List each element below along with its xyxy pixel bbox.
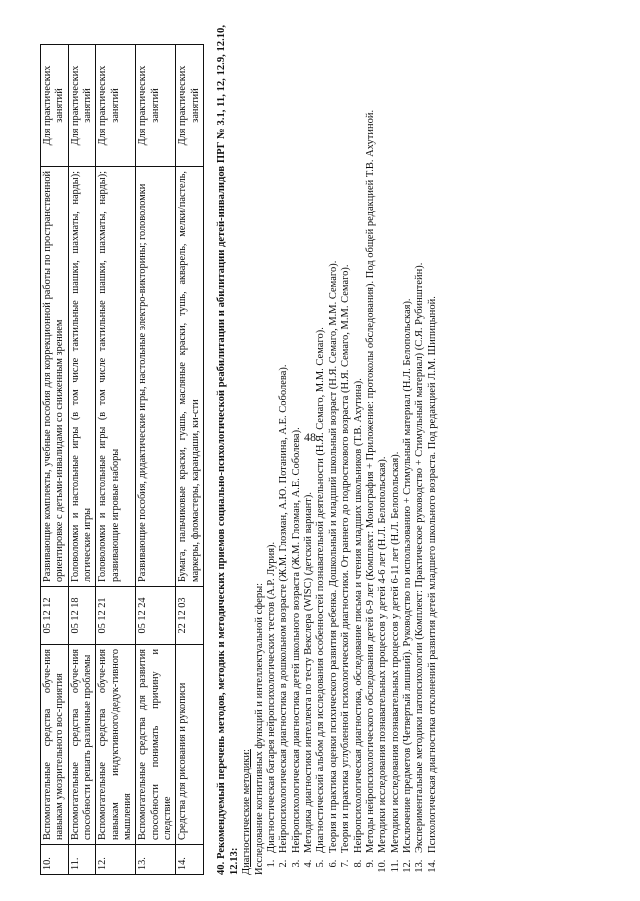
page-number: 48 <box>304 430 316 444</box>
aids-table <box>40 44 204 875</box>
list-item: 4. Методика диагностики интеллекта по тесту Векслера (WISC) (детский вариант). <box>303 25 315 857</box>
aid-name: Вспомогательные средства обуче-ния способности решать различные проблемы <box>68 645 96 845</box>
aid-name: Вспомогательные средства обуче-ния навыкам умозрительного вос-приятия <box>41 645 69 845</box>
row-number: 13. <box>136 845 176 875</box>
aid-note: Для практических занятий <box>176 45 204 167</box>
list-item: 12. Исключение предметов (Четвертый лишний). Руководство по использованию + Стимульный материал (Н.Л. Белопольская). <box>402 25 414 857</box>
list-item: 11. Методики исследования познавательных процессов у детей 6-11 лет (Н.Л. Белопольская). <box>390 25 402 857</box>
list-item: 9. Методы нейропсихологического обследования детей 6-9 лет (Комплект: Монография + Приложение: протоколы обследования). Под общей редакцией Т.В. Ахутиной. <box>365 25 377 857</box>
aid-note: Для практических занятий <box>96 45 136 167</box>
aid-code: 05 12 12 <box>41 587 69 645</box>
list-item: 5. Диагностический альбом для исследования особенностей познавательной деятельности (Н.Я. Семаго, М.М. Семаго). <box>315 25 327 857</box>
row-number: 14. <box>176 845 204 875</box>
section-heading: 40. Рекомендуемый перечень методов, методик и методических приемов социально-психологической реабилитации и абилитации детей-инвалидов ПРГ № 3.1, 11, 12, 12.9, 12.10, 12.13: <box>216 25 240 875</box>
row-number: 12. <box>96 845 136 875</box>
list-item: 6. Теория и практика оценки психического развития ребенка. Дошкольный и младший школьный возраст (Н.Я. Семаго, М.М. Семаго). <box>328 25 340 857</box>
section-intro: Исследование когнитивных функций и интеллектуальной сферы: <box>253 582 265 875</box>
aid-description: Развивающие пособия, дидактические игры, настольные электро-викторины; головоломки <box>136 167 176 587</box>
table-row <box>136 45 176 875</box>
list-item: 13. Экспериментальные методики патопсихологии (Комплект: Практическое руководство + Стимульный материал) (С.Я. Рубинштейн). <box>414 25 426 857</box>
aid-description: Бумага, пальчиковые краски, гуашь, масляные краски, тушь, акварель, мелки/пастель, маркеры, фломастеры, карандаши, ки-сти <box>176 167 204 587</box>
list-item: 3. Нейропсихологическая диагностика детей школьного возраста (Ж.М. Глозман, А.Е. Соболева). <box>291 25 303 857</box>
aid-name: Средства для рисования и рукописи <box>176 645 204 845</box>
list-item: 1. Диагностическая батарея нейропсихологических тестов (А.Р. Лурия). <box>266 25 278 857</box>
aid-code: 05 12 18 <box>68 587 96 645</box>
table-row <box>41 45 69 875</box>
aid-description: Развивающие комплекты, учебные пособия для коррекционной работы по пространственной ориентировке с детьми-инвалидами со сниженным зрением <box>41 167 69 587</box>
aid-note: Для практических занятий <box>41 45 69 167</box>
aid-name: Вспомогательные средства обуче-ния навыкам индуктивного/дедук-тивного мышления <box>96 645 136 845</box>
aid-code: 22 12 03 <box>176 587 204 645</box>
table-row <box>176 45 204 875</box>
list-item: 14. Психологическая диагностика отклонений развития детей младшего школьного возраста. Под редакцией Л.М. Шипицыной. <box>427 25 439 857</box>
aid-note: Для практических занятий <box>136 45 176 167</box>
list-item: 7. Теория и практика углубленной психологической диагностики. От раннего до подросткового возраста (Н.Я. Семаго, М.М. Семаго). <box>340 25 352 857</box>
list-item: 2. Нейропсихологическая диагностика в дошкольном возрасте (Ж.М. Глозман, А.Ю. Потанина, А.Е. Соболева). <box>278 25 290 857</box>
list-item: 8. Нейропсихологическая диагностика, обследование письма и чтения младших школьников (Т.В. Ахутина). <box>353 25 365 857</box>
aid-code: 05 12 24 <box>136 587 176 645</box>
aid-description: Головоломки и настольные игры (в том числе тактильные шашки, шахматы, нарды); логические игры <box>68 167 96 587</box>
aid-code: 05 12 21 <box>96 587 136 645</box>
aid-description: Головоломки и настольные игры (в том числе тактильные шашки, шахматы, нарды); развивающие игровые наборы <box>96 167 136 587</box>
row-number: 10. <box>41 845 69 875</box>
table-row <box>68 45 96 875</box>
sub-heading: Диагностические методики: <box>241 749 253 875</box>
aid-note: Для практических занятий <box>68 45 96 167</box>
aid-name: Вспомогательные средства для развития способности понимать причину и следствие <box>136 645 176 845</box>
methods-list <box>266 25 439 875</box>
rotated-page-content <box>40 25 600 875</box>
table-row <box>96 45 136 875</box>
list-item: 10. Методики исследования познавательных процессов у детей 4-6 лет (Н.Л. Белопольская). <box>377 25 389 857</box>
row-number: 11. <box>68 845 96 875</box>
